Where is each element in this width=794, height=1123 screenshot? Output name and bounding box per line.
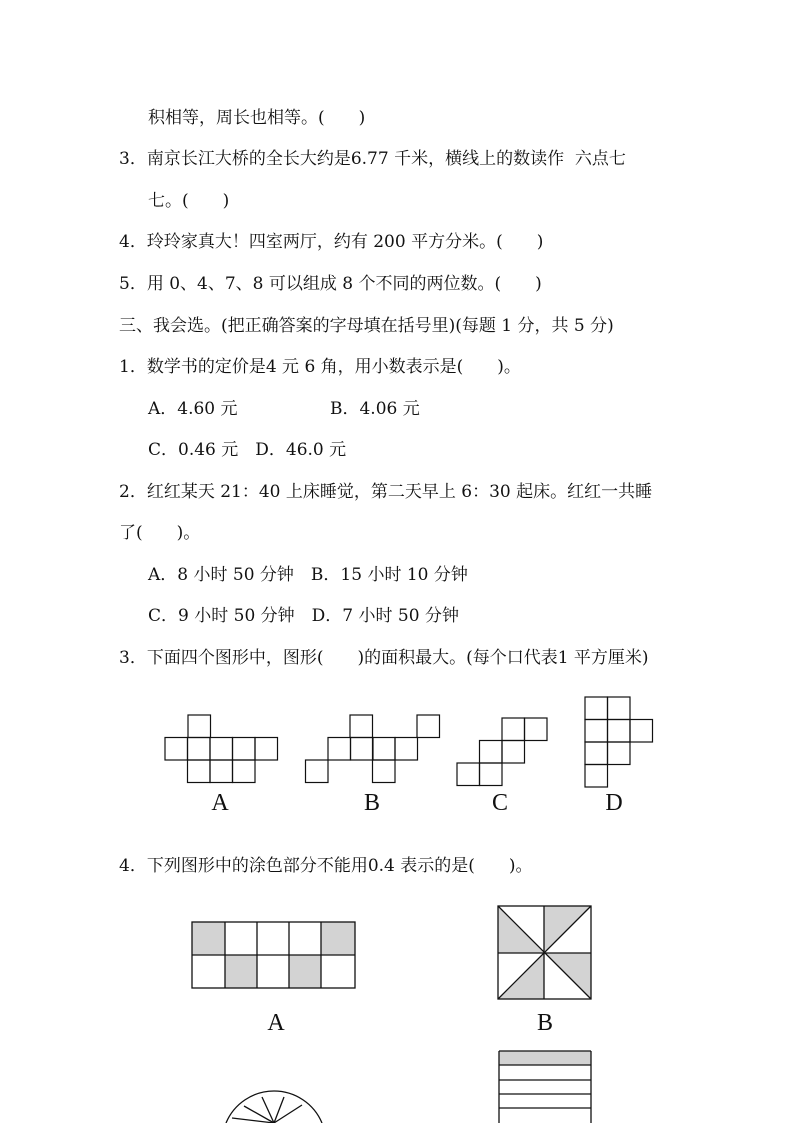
q4-shape-c xyxy=(226,1091,322,1123)
choice-q2-continued: 了( )。 xyxy=(119,523,201,543)
choice-q1-option-b: B．4.06 元 xyxy=(330,399,420,419)
q3-judge: 3．南京长江大桥的全长大约是6.77 千米，横线上的数读作 六点七 xyxy=(119,149,626,169)
q3-label-b: B xyxy=(363,790,381,816)
choice-q2-options-ab: A．8 小时 50 分钟 B．15 小时 10 分钟 xyxy=(148,565,468,585)
choice-q1: 1．数学书的定价是4 元 6 角，用小数表示是( )。 xyxy=(119,357,521,377)
choice-q2-options-cd: C．9 小时 50 分钟 D．7 小时 50 分钟 xyxy=(148,606,459,626)
q3-label-a: A xyxy=(211,790,229,816)
q4-shape-d xyxy=(499,1051,591,1123)
q5-judge: 5．用 0、4、7、8 可以组成 8 个不同的两位数。( ) xyxy=(119,274,542,294)
q2-continued: 积相等，周长也相等。( ) xyxy=(148,108,366,128)
q4-shape-a xyxy=(192,922,355,988)
q3-judge-continued: 七。( ) xyxy=(148,191,230,211)
q3-label-d: D xyxy=(605,790,623,816)
q4-label-b: B xyxy=(536,1010,554,1036)
q4-judge: 4．玲玲家真大！四室两厅，约有 200 平方分米。( ) xyxy=(119,232,544,252)
choice-q4: 4．下列图形中的涂色部分不能用0.4 表示的是( )。 xyxy=(119,856,533,876)
choice-q2: 2．红红某天 21：40 上床睡觉，第二天早上 6：30 起床。红红一共睡 xyxy=(119,482,653,502)
choice-q1-option-a: A．4.60 元 xyxy=(148,399,238,419)
choice-q1-options-cd: C．0.46 元 D．46.0 元 xyxy=(148,440,347,460)
q3-label-c: C xyxy=(491,790,509,816)
q4-shape-b xyxy=(498,906,591,999)
choice-q3: 3．下面四个图形中，图形( )的面积最大。(每个口代表1 平方厘米) xyxy=(119,648,649,668)
q4-label-a: A xyxy=(267,1010,285,1036)
section-three-heading: 三、我会选。(把正确答案的字母填在括号里)(每题 1 分，共 5 分) xyxy=(119,316,614,336)
